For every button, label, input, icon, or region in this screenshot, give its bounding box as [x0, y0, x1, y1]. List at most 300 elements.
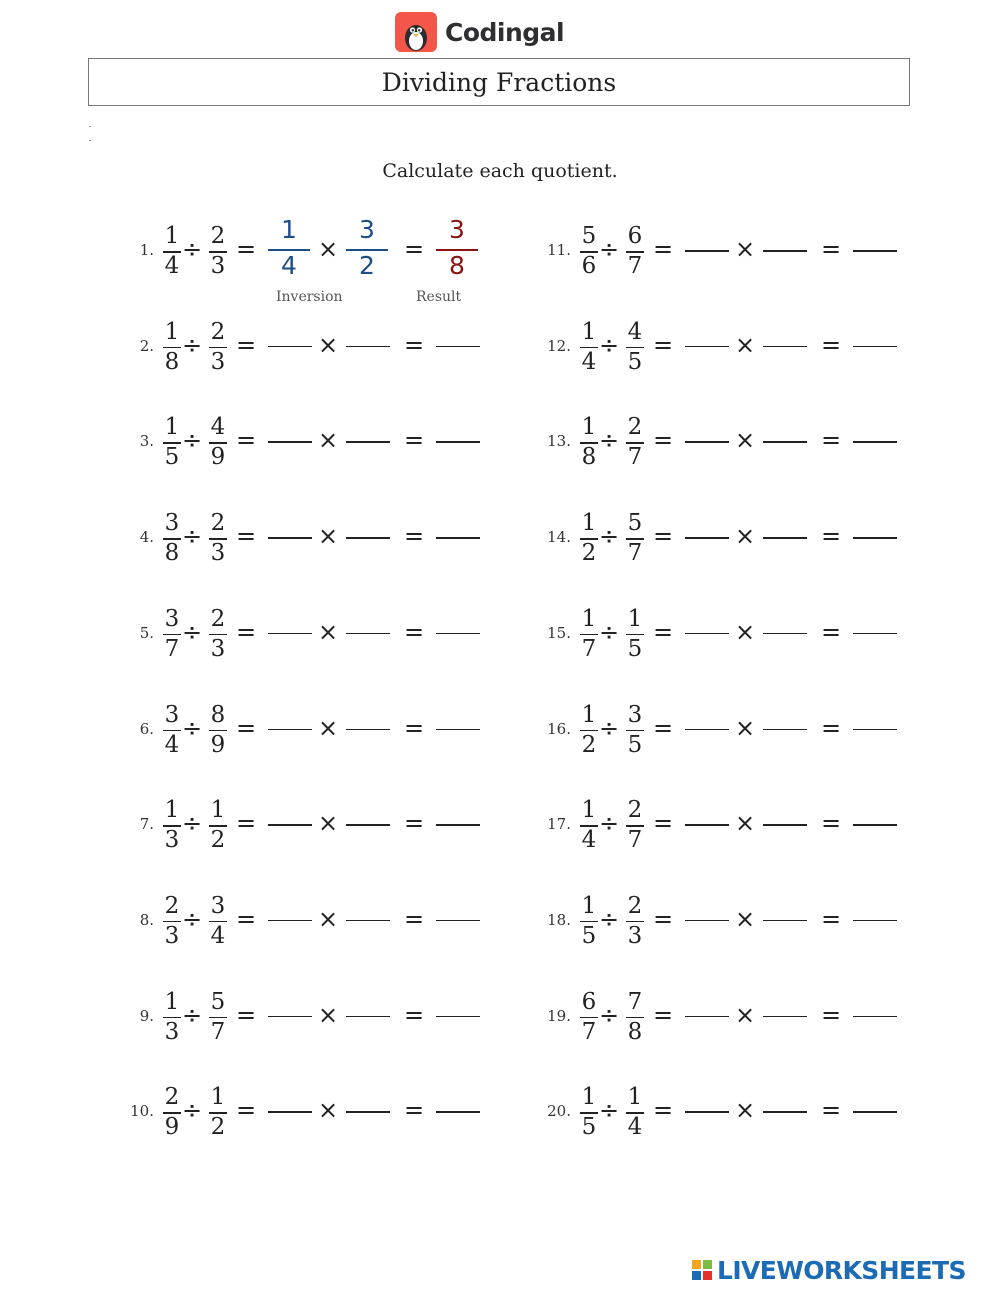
numerator: 2	[210, 510, 226, 537]
denominator: 5	[627, 731, 643, 758]
denominator: 4	[581, 348, 597, 375]
equals-sign: =	[821, 330, 842, 359]
dividend-fraction	[160, 410, 184, 474]
numerator: 3	[627, 701, 643, 728]
answer-blank-1[interactable]	[268, 1016, 312, 1018]
numerator: 6	[627, 223, 643, 249]
numerator: 8	[210, 701, 226, 728]
equals-sign: =	[653, 713, 674, 742]
problem-row	[547, 1080, 947, 1144]
equals-sign: =	[236, 713, 257, 742]
problem-number: 18.	[547, 910, 571, 929]
problem-row	[547, 793, 947, 857]
penguin-logo-icon	[395, 12, 437, 52]
denominator: 9	[210, 444, 226, 471]
dividend-fraction	[160, 793, 184, 857]
numerator: 1	[164, 988, 180, 1015]
numerator: 1	[281, 215, 297, 244]
divisor-fraction	[206, 506, 230, 570]
brand-name: Codingal	[445, 17, 565, 47]
times-sign: ×	[318, 1000, 339, 1029]
divider-mark	[89, 140, 91, 141]
answer-blank-result[interactable]	[436, 920, 480, 922]
numerator: 5	[627, 510, 643, 537]
problem-row	[130, 315, 530, 379]
numerator: 1	[581, 414, 597, 441]
problem-row	[547, 410, 947, 474]
divide-sign: ÷	[182, 1096, 203, 1125]
answer-blank-1[interactable]	[685, 1016, 729, 1018]
denominator: 2	[581, 540, 597, 567]
example-result-fraction	[436, 213, 478, 285]
times-sign: ×	[318, 235, 339, 263]
dividend-fraction	[160, 698, 184, 762]
problem-number: 3.	[139, 432, 154, 451]
answer-blank-1[interactable]	[685, 1111, 729, 1113]
equals-sign: =	[821, 522, 842, 551]
divide-sign: ÷	[182, 426, 203, 455]
problem-number: 5.	[139, 623, 154, 642]
answer-blank-result[interactable]	[436, 537, 480, 539]
problem-row	[130, 985, 530, 1049]
equals-sign: =	[821, 426, 842, 455]
answer-blank-2[interactable]	[346, 729, 390, 731]
times-sign: ×	[735, 904, 756, 933]
problem-row	[547, 506, 947, 570]
denominator: 5	[627, 635, 643, 662]
answer-blank-result[interactable]	[853, 920, 897, 922]
problem-row	[547, 889, 947, 953]
dividend-fraction	[577, 985, 601, 1049]
answer-blank-2[interactable]	[346, 346, 390, 348]
answer-blank-2[interactable]	[346, 920, 390, 922]
numerator: 1	[164, 414, 180, 441]
equals-sign: =	[236, 330, 257, 359]
times-sign: ×	[735, 330, 756, 359]
divisor-fraction	[623, 315, 647, 379]
problem-row	[547, 219, 947, 283]
answer-blank-result[interactable]	[853, 250, 897, 252]
numerator: 1	[581, 797, 597, 824]
numerator: 6	[581, 988, 597, 1015]
answer-blank-2[interactable]	[763, 920, 807, 922]
denominator: 5	[627, 348, 643, 375]
denominator: 4	[164, 253, 180, 279]
liveworksheets-brand: LIVEWORKSHEETS	[717, 1255, 966, 1285]
divide-sign: ÷	[599, 713, 620, 742]
answer-blank-1[interactable]	[685, 537, 729, 539]
denominator: 6	[581, 253, 597, 279]
denominator: 5	[581, 922, 597, 949]
problem-number: 7.	[139, 815, 154, 834]
divide-sign: ÷	[599, 522, 620, 551]
divisor-fraction	[206, 315, 230, 379]
equals-sign: =	[653, 330, 674, 359]
denominator: 7	[210, 1018, 226, 1045]
denominator: 8	[449, 251, 465, 280]
denominator: 7	[627, 253, 643, 279]
problem-row	[130, 506, 530, 570]
times-sign: ×	[735, 522, 756, 551]
equals-sign: =	[404, 235, 425, 263]
dividend-fraction	[577, 793, 601, 857]
problem-number: 14.	[547, 528, 571, 547]
denominator: 3	[210, 635, 226, 662]
numerator: 2	[210, 318, 226, 345]
problem-number: 16.	[547, 719, 571, 738]
answer-blank-2[interactable]	[346, 633, 390, 635]
problem-number: 1.	[139, 241, 154, 259]
denominator: 4	[281, 251, 297, 280]
denominator: 4	[210, 922, 226, 949]
equals-sign: =	[404, 904, 425, 933]
problem-row	[130, 793, 530, 857]
answer-blank-1[interactable]	[685, 824, 729, 826]
numerator: 1	[210, 797, 226, 824]
dividend-fraction	[160, 315, 184, 379]
numerator: 2	[210, 223, 226, 249]
divisor-fraction	[623, 889, 647, 953]
divide-sign: ÷	[182, 522, 203, 551]
numerator: 1	[581, 701, 597, 728]
times-sign: ×	[735, 1096, 756, 1125]
divide-sign: ÷	[182, 809, 203, 838]
divisor-fraction	[206, 1080, 230, 1144]
inversion-label: Inversion	[276, 289, 343, 305]
problem-number: 4.	[139, 528, 154, 547]
answer-blank-2[interactable]	[346, 537, 390, 539]
answer-blank-result[interactable]	[853, 1016, 897, 1018]
divisor-fraction	[206, 698, 230, 762]
problem-number: 15.	[547, 623, 571, 642]
denominator: 3	[164, 827, 180, 854]
numerator: 2	[627, 414, 643, 441]
numerator: 1	[627, 605, 643, 632]
dividend-fraction	[577, 410, 601, 474]
problem-row	[130, 215, 530, 305]
answer-blank-result[interactable]	[853, 441, 897, 443]
numerator: 5	[210, 988, 226, 1015]
numerator: 1	[581, 510, 597, 537]
equals-sign: =	[821, 809, 842, 838]
denominator: 3	[210, 253, 226, 279]
divide-sign: ÷	[599, 809, 620, 838]
answer-blank-2[interactable]	[763, 441, 807, 443]
problem-row	[130, 1080, 530, 1144]
equals-sign: =	[404, 522, 425, 551]
equals-sign: =	[236, 1096, 257, 1125]
equals-sign: =	[821, 1096, 842, 1125]
divisor-fraction	[623, 506, 647, 570]
dividend-fraction	[160, 506, 184, 570]
denominator: 7	[627, 827, 643, 854]
answer-blank-2[interactable]	[763, 346, 807, 348]
answer-blank-2[interactable]	[763, 1111, 807, 1113]
equals-sign: =	[236, 426, 257, 455]
equals-sign: =	[404, 617, 425, 646]
answer-blank-result[interactable]	[853, 824, 897, 826]
equals-sign: =	[404, 809, 425, 838]
divisor-fraction	[623, 793, 647, 857]
problem-row	[547, 985, 947, 1049]
dividend-fraction	[160, 219, 184, 283]
times-sign: ×	[318, 617, 339, 646]
answer-blank-2[interactable]	[763, 1016, 807, 1018]
denominator: 3	[164, 922, 180, 949]
numerator: 2	[627, 797, 643, 824]
denominator: 8	[164, 540, 180, 567]
answer-blank-2[interactable]	[346, 824, 390, 826]
answer-blank-2[interactable]	[763, 250, 807, 252]
problem-number: 2.	[139, 336, 154, 355]
answer-blank-2[interactable]	[763, 729, 807, 731]
denominator: 3	[210, 348, 226, 375]
divisor-fraction	[206, 219, 230, 283]
divide-sign: ÷	[599, 330, 620, 359]
equals-sign: =	[236, 904, 257, 933]
times-sign: ×	[735, 713, 756, 742]
divider-mark	[89, 126, 91, 127]
equals-sign: =	[821, 713, 842, 742]
equals-sign: =	[236, 235, 257, 263]
denominator: 2	[581, 731, 597, 758]
divisor-fraction	[623, 219, 647, 283]
denominator: 3	[164, 1018, 180, 1045]
divide-sign: ÷	[182, 235, 203, 263]
numerator: 3	[449, 215, 465, 244]
dividend-fraction	[577, 698, 601, 762]
liveworksheets-logo-icon	[692, 1260, 712, 1280]
divisor-fraction	[623, 985, 647, 1049]
answer-blank-1[interactable]	[685, 729, 729, 731]
answer-blank-1[interactable]	[268, 729, 312, 731]
times-sign: ×	[318, 1096, 339, 1125]
answer-blank-1[interactable]	[685, 633, 729, 635]
numerator: 1	[210, 1084, 226, 1111]
numerator: 4	[210, 414, 226, 441]
answer-blank-result[interactable]	[436, 729, 480, 731]
answer-blank-result[interactable]	[853, 633, 897, 635]
denominator: 4	[627, 1114, 643, 1141]
result-label: Result	[416, 289, 462, 305]
numerator: 2	[210, 605, 226, 632]
answer-blank-result[interactable]	[436, 441, 480, 443]
times-sign: ×	[735, 426, 756, 455]
answer-blank-1[interactable]	[268, 346, 312, 348]
equals-sign: =	[653, 1000, 674, 1029]
divisor-fraction	[623, 1080, 647, 1144]
divisor-fraction	[206, 793, 230, 857]
answer-blank-2[interactable]	[763, 824, 807, 826]
numerator: 1	[581, 605, 597, 632]
divide-sign: ÷	[599, 1096, 620, 1125]
answer-blank-2[interactable]	[346, 1016, 390, 1018]
page-title: Dividing Fractions	[381, 67, 617, 97]
answer-blank-2[interactable]	[763, 537, 807, 539]
answer-blank-result[interactable]	[853, 537, 897, 539]
denominator: 8	[164, 348, 180, 375]
equals-sign: =	[653, 809, 674, 838]
denominator: 3	[627, 922, 643, 949]
answer-blank-result[interactable]	[853, 346, 897, 348]
times-sign: ×	[318, 522, 339, 551]
dividend-fraction	[577, 506, 601, 570]
denominator: 4	[164, 731, 180, 758]
numerator: 1	[164, 318, 180, 345]
numerator: 3	[359, 215, 375, 244]
numerator: 3	[164, 510, 180, 537]
answer-blank-1[interactable]	[685, 920, 729, 922]
answer-blank-1[interactable]	[685, 250, 729, 252]
numerator: 3	[210, 892, 226, 919]
denominator: 5	[164, 444, 180, 471]
times-sign: ×	[318, 713, 339, 742]
denominator: 3	[210, 540, 226, 567]
codingal-logo	[395, 12, 564, 52]
answer-blank-result[interactable]	[436, 1016, 480, 1018]
equals-sign: =	[236, 1000, 257, 1029]
denominator: 7	[627, 540, 643, 567]
denominator: 7	[164, 635, 180, 662]
equals-sign: =	[404, 713, 425, 742]
dividend-fraction	[577, 315, 601, 379]
problem-number: 12.	[547, 336, 571, 355]
answer-blank-1[interactable]	[268, 441, 312, 443]
problem-row	[547, 315, 947, 379]
numerator: 1	[627, 1084, 643, 1111]
times-sign: ×	[318, 809, 339, 838]
equals-sign: =	[236, 617, 257, 646]
answer-blank-result[interactable]	[436, 824, 480, 826]
answer-blank-2[interactable]	[346, 1111, 390, 1113]
dividend-fraction	[577, 1080, 601, 1144]
numerator: 1	[581, 318, 597, 345]
equals-sign: =	[821, 1000, 842, 1029]
dividend-fraction	[577, 889, 601, 953]
equals-sign: =	[821, 235, 842, 263]
divisor-fraction	[623, 410, 647, 474]
answer-blank-1[interactable]	[685, 441, 729, 443]
problem-row	[547, 602, 947, 666]
numerator: 3	[164, 701, 180, 728]
numerator: 5	[581, 223, 597, 249]
dividend-fraction	[160, 1080, 184, 1144]
answer-blank-2[interactable]	[763, 633, 807, 635]
answer-blank-result[interactable]	[436, 1111, 480, 1113]
answer-blank-result[interactable]	[853, 1111, 897, 1113]
equals-sign: =	[821, 904, 842, 933]
example-first-fraction	[268, 213, 310, 285]
divisor-fraction	[206, 602, 230, 666]
denominator: 4	[581, 827, 597, 854]
equals-sign: =	[236, 522, 257, 551]
denominator: 2	[359, 251, 375, 280]
problem-number: 19.	[547, 1006, 571, 1025]
divisor-fraction	[623, 602, 647, 666]
divisor-fraction	[623, 698, 647, 762]
equals-sign: =	[653, 617, 674, 646]
answer-blank-result[interactable]	[853, 729, 897, 731]
times-sign: ×	[735, 235, 756, 263]
times-sign: ×	[318, 330, 339, 359]
divide-sign: ÷	[182, 713, 203, 742]
problem-number: 13.	[547, 432, 571, 451]
denominator: 9	[164, 1114, 180, 1141]
equals-sign: =	[653, 904, 674, 933]
numerator: 1	[581, 1084, 597, 1111]
divide-sign: ÷	[599, 1000, 620, 1029]
numerator: 1	[164, 797, 180, 824]
denominator: 7	[627, 444, 643, 471]
problem-row	[130, 698, 530, 762]
divisor-fraction	[206, 985, 230, 1049]
problem-number: 11.	[547, 241, 571, 259]
answer-blank-1[interactable]	[268, 537, 312, 539]
times-sign: ×	[318, 904, 339, 933]
equals-sign: =	[653, 235, 674, 263]
instructions: Calculate each quotient.	[382, 160, 618, 182]
divide-sign: ÷	[182, 904, 203, 933]
numerator: 2	[164, 1084, 180, 1111]
denominator: 2	[210, 1114, 226, 1141]
divisor-fraction	[206, 410, 230, 474]
example-reciprocal-fraction	[346, 213, 388, 285]
divide-sign: ÷	[599, 426, 620, 455]
denominator: 8	[581, 444, 597, 471]
answer-blank-1[interactable]	[685, 346, 729, 348]
numerator: 3	[164, 605, 180, 632]
problem-number: 17.	[547, 815, 571, 834]
denominator: 8	[627, 1018, 643, 1045]
answer-blank-2[interactable]	[346, 441, 390, 443]
denominator: 2	[210, 827, 226, 854]
denominator: 5	[581, 1114, 597, 1141]
problem-row	[130, 602, 530, 666]
times-sign: ×	[735, 809, 756, 838]
answer-blank-result[interactable]	[436, 633, 480, 635]
problem-number: 8.	[139, 910, 154, 929]
problem-number: 20.	[547, 1102, 571, 1121]
answer-blank-1[interactable]	[268, 824, 312, 826]
divide-sign: ÷	[599, 617, 620, 646]
dividend-fraction	[160, 602, 184, 666]
answer-blank-1[interactable]	[268, 920, 312, 922]
problem-number: 10.	[130, 1102, 154, 1121]
numerator: 1	[164, 223, 180, 249]
answer-blank-result[interactable]	[436, 346, 480, 348]
divide-sign: ÷	[599, 904, 620, 933]
equals-sign: =	[653, 426, 674, 455]
liveworksheets-logo	[692, 1256, 966, 1284]
numerator: 2	[627, 892, 643, 919]
equals-sign: =	[653, 1096, 674, 1125]
equals-sign: =	[821, 617, 842, 646]
title-box	[88, 58, 910, 106]
answer-blank-1[interactable]	[268, 633, 312, 635]
answer-blank-1[interactable]	[268, 1111, 312, 1113]
problem-row	[130, 410, 530, 474]
problem-number: 6.	[139, 719, 154, 738]
numerator: 2	[164, 892, 180, 919]
equals-sign: =	[653, 522, 674, 551]
dividend-fraction	[160, 889, 184, 953]
divide-sign: ÷	[182, 617, 203, 646]
numerator: 1	[581, 892, 597, 919]
times-sign: ×	[735, 617, 756, 646]
denominator: 7	[581, 635, 597, 662]
divide-sign: ÷	[599, 235, 620, 263]
times-sign: ×	[735, 1000, 756, 1029]
